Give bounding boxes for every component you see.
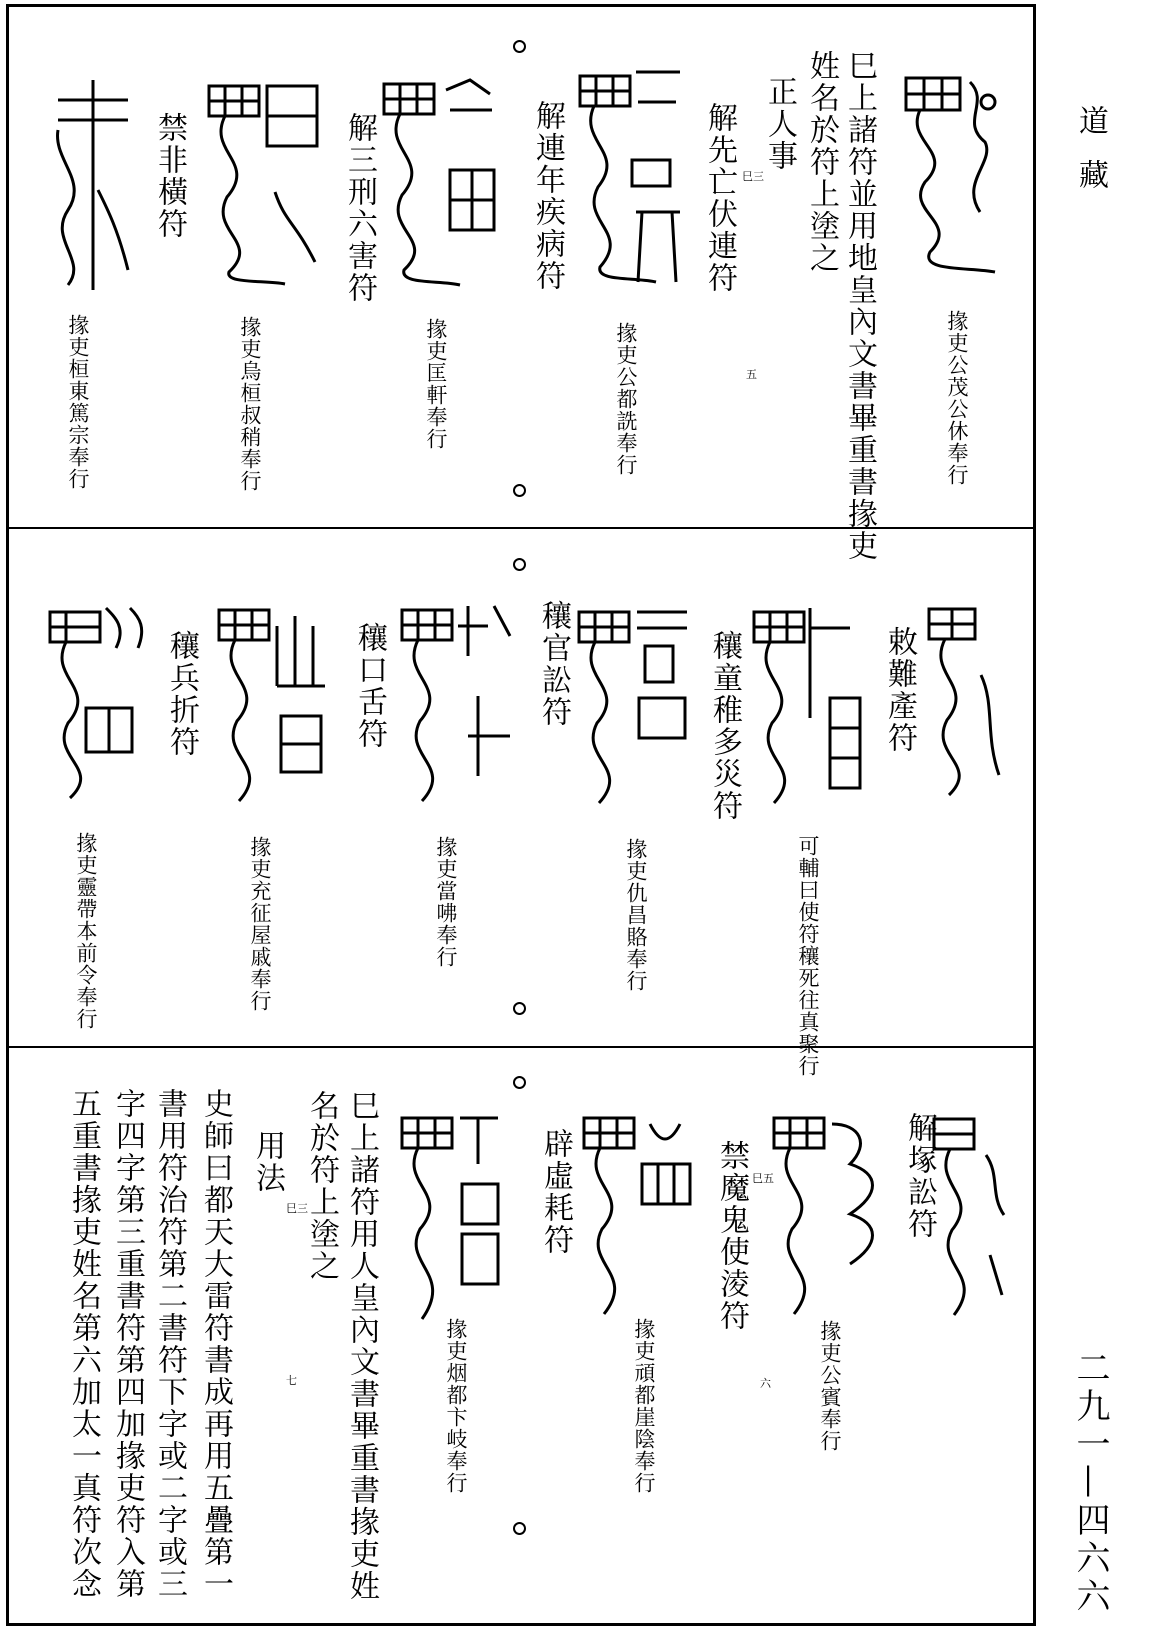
talisman-figure [770, 1104, 890, 1324]
talisman-name: 辟虛耗符 [538, 1128, 573, 1256]
talisman-name: 解連年疾病符 [530, 100, 565, 292]
talisman-figure [380, 70, 505, 290]
clerk-line: 掾吏匡軒奉行 [424, 318, 448, 450]
panel-divider-1 [6, 527, 1036, 529]
talisman-figure [576, 62, 686, 292]
section-marker: 六 [760, 1377, 771, 1390]
talisman-figure [398, 1104, 508, 1329]
binding-hole [513, 1522, 526, 1535]
intro-line-1: 巳上諸符並用地皇內文書畢重書掾吏 [842, 50, 877, 562]
clerk-line: 掾吏當咈奉行 [434, 836, 458, 968]
clerk-line: 掾吏充征屋戚奉行 [248, 836, 272, 1012]
section-marker: 五 [746, 368, 757, 381]
binding-hole [513, 1002, 526, 1015]
talisman-name: 解先亡伏連符 [702, 102, 737, 294]
talisman-name: 穰官訟符 [536, 600, 571, 728]
intro-line-2: 姓名於符上塗之 [804, 50, 839, 274]
inline-note: 巳三 [286, 1202, 308, 1215]
talisman-name: 穰口舌符 [352, 622, 387, 750]
side-title: 道藏 [1073, 105, 1108, 213]
talisman-figure [925, 595, 1005, 805]
talisman-name: 禁魔鬼使淩符 [714, 1140, 749, 1332]
talisman-name: 解塚訟符 [902, 1112, 937, 1240]
clerk-line: 掾吏公賓奉行 [818, 1320, 842, 1452]
clerk-line: 可輔曰使符穰死往真聚行 [796, 835, 820, 1077]
panel-divider-2 [6, 1046, 1036, 1048]
talisman-name: 穰童稚多災符 [707, 630, 742, 822]
outro-line-1: 巳上諸符用人皇內文書畢重書掾吏姓 [344, 1090, 379, 1602]
clerk-line: 掾吏桓東篤宗奉行 [66, 314, 90, 490]
talisman-figure [750, 598, 870, 818]
talisman-figure [398, 596, 523, 816]
talisman-figure [900, 62, 1000, 282]
inline-note: 巳五 [752, 1172, 774, 1185]
talisman-figure [580, 1104, 700, 1324]
usage-line: 史師曰都天大雷符書成再用五疊第一 [198, 1088, 233, 1600]
clerk-line: 掾吏烏桓叔稍奉行 [238, 316, 262, 492]
clerk-line: 掾吏烟都卞岐奉行 [444, 1318, 468, 1494]
section-heading: 正人事 [762, 76, 797, 172]
talisman-figure [46, 598, 156, 808]
binding-hole [513, 484, 526, 497]
talisman-name: 禁非橫符 [152, 112, 187, 240]
clerk-line: 掾吏靈帶本前令奉行 [74, 832, 98, 1030]
talisman-name: 穰兵折符 [164, 630, 199, 758]
talisman-name: 敕難產符 [882, 626, 917, 754]
section-marker: 七 [286, 1374, 297, 1387]
talisman-figure [48, 70, 138, 290]
binding-hole [513, 558, 526, 571]
usage-line: 字四字第三重書符第四加掾吏符入第 [110, 1088, 145, 1600]
talisman-figure [205, 72, 325, 287]
clerk-line: 掾吏公茂公休奉行 [945, 310, 969, 486]
clerk-line: 掾吏仇昌賂奉行 [624, 838, 648, 992]
talisman-figure [215, 596, 335, 811]
talisman-figure [575, 598, 695, 818]
usage-line: 書用符治符第二書符下字或二字或三 [152, 1088, 187, 1600]
outro-line-2: 名於符上塗之 [304, 1090, 339, 1282]
clerk-line: 掾吏公都詵奉行 [614, 322, 638, 476]
inline-note: 巳三 [742, 170, 764, 183]
binding-hole [513, 1076, 526, 1089]
talisman-name: 解三刑六害符 [342, 112, 377, 304]
usage-line: 五重書掾吏姓名第六加太一真符次念 [66, 1088, 101, 1600]
folio-number: 二九一—四六六 [1070, 1350, 1110, 1616]
binding-hole [513, 40, 526, 53]
talisman-figure [930, 1105, 1010, 1325]
clerk-line: 掾吏頑都崖陰奉行 [632, 1318, 656, 1494]
usage-heading: 用法 [250, 1130, 285, 1194]
